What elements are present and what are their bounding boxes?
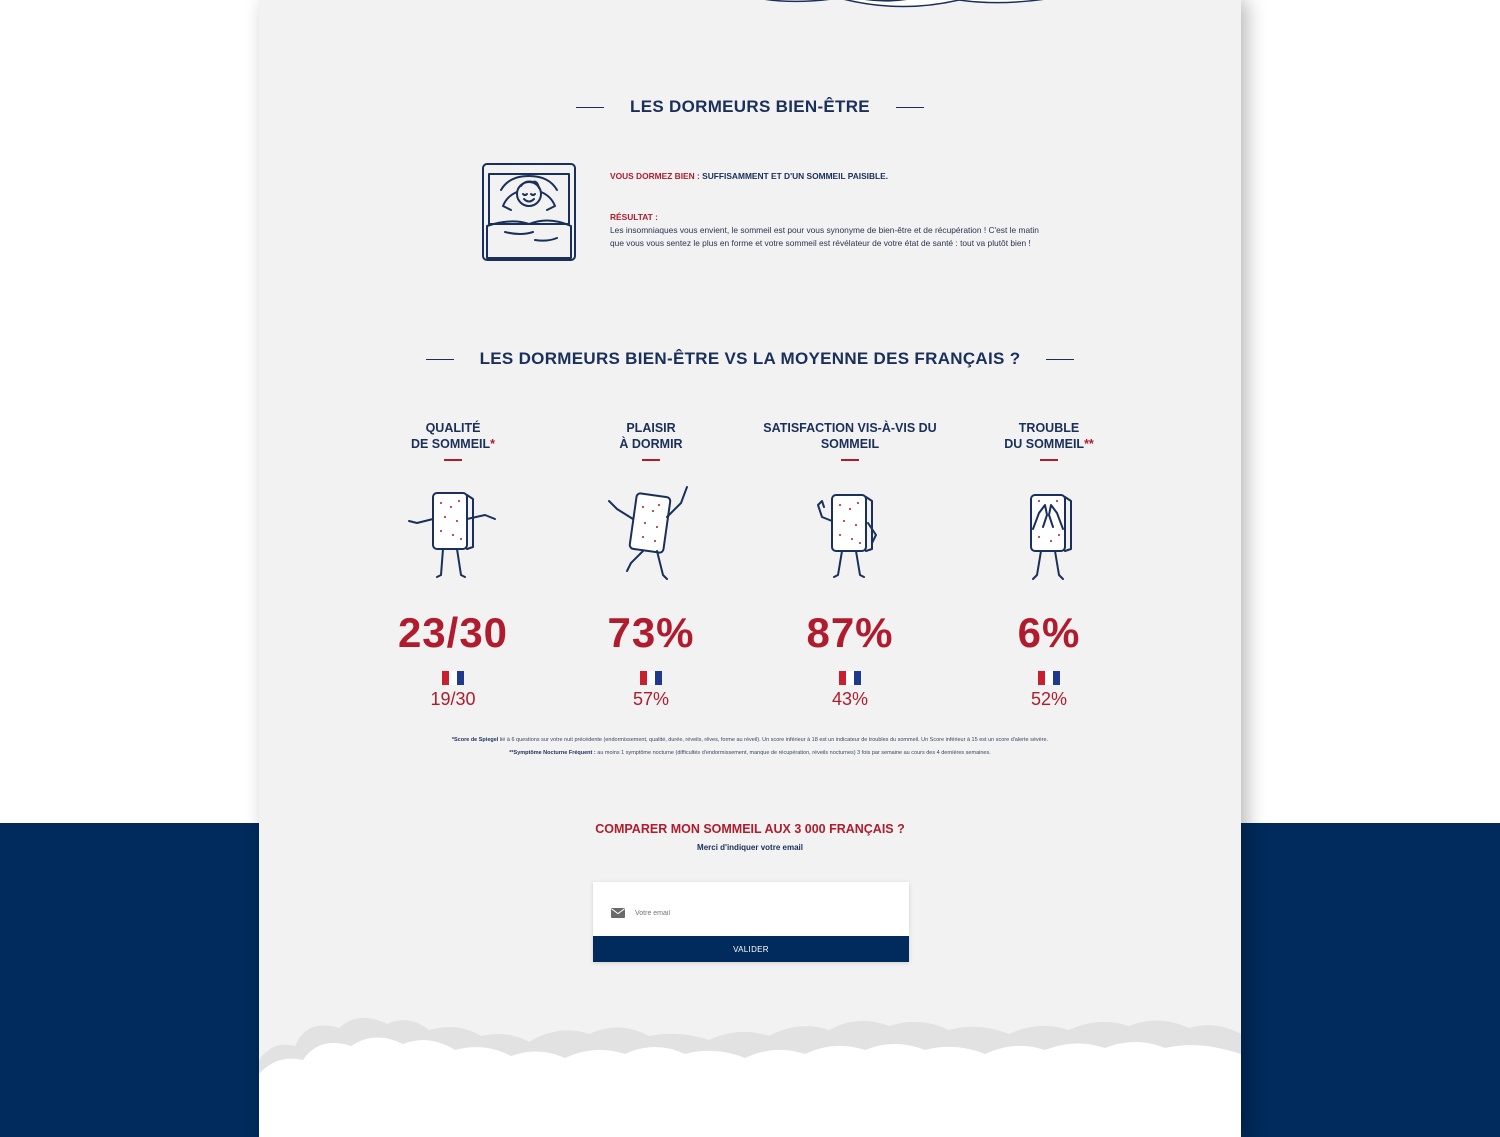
mattress-covering-face-icon [999, 483, 1099, 593]
email-field-row [593, 882, 909, 936]
footnote-1 [259, 734, 1241, 747]
french-flag-icon [839, 671, 861, 685]
title-line-left [576, 107, 604, 108]
cta-subtitle: Merci d'indiquer votre email [697, 843, 803, 852]
stat-underline [642, 459, 660, 461]
section-title-text: LES DORMEURS BIEN-ÊTRE VS LA MOYENNE DES FRANÇAIS ? [479, 349, 1021, 368]
stat-underline [444, 459, 462, 461]
cta-title: COMPARER MON SOMMEIL AUX 3 000 FRANÇAIS ? [595, 822, 905, 836]
french-flag-icon [1038, 671, 1060, 685]
title-line-right [896, 107, 924, 108]
stat-label-line-2: DE SOMMEIL [410, 437, 491, 451]
stat-label-line-1: SATISFACTION VIS-À-VIS DU [763, 421, 937, 435]
mattress-dancing-icon [601, 483, 701, 593]
stat-label-line-2: DU SOMMEIL [1004, 437, 1085, 451]
stat-value: 87% [806, 609, 894, 656]
email-form [593, 882, 909, 962]
france-average-value: 43% [831, 689, 869, 709]
stat-column-sleep-quality [358, 420, 548, 710]
mattress-thumbs-up-icon [800, 483, 900, 593]
result-label: RÉSULTAT : [610, 212, 658, 222]
email-input[interactable] [633, 903, 887, 923]
stat-column-sleep-trouble [954, 420, 1144, 710]
title-line-right [1046, 359, 1074, 360]
stat-column-sleep-satisfaction [755, 420, 945, 710]
footnote-1-label: *Score de Spiegel [451, 737, 499, 743]
footnote-mark: ** [1084, 437, 1094, 451]
stat-value: 73% [607, 609, 695, 656]
stat-label [755, 420, 945, 452]
stat-label-line-2: À DORMIR [619, 437, 683, 451]
french-flag-icon [442, 671, 464, 685]
stat-column-sleep-pleasure [556, 420, 746, 710]
profile-description [610, 170, 1040, 250]
footnote-2 [259, 747, 1241, 760]
sleeping-person-in-bed-icon [481, 162, 577, 262]
stat-underline [1040, 459, 1058, 461]
section-title-comparison [259, 349, 1241, 369]
stat-value: 23/30 [397, 609, 509, 656]
footnote-2-label: **Symptôme Nocturne Fréquent : [509, 750, 596, 756]
footnotes [259, 734, 1241, 760]
france-average-value: 57% [632, 689, 670, 709]
top-cloud-decoration [699, 0, 1139, 10]
stat-label-line-2: SOMMEIL [820, 437, 880, 451]
footnote-2-text: au moins 1 symptôme nocturne (difficultés d'endormissement, manque de récupération, réveils nocturnes) 3 fois par semaine au cours des 4 dernières semaines. [595, 750, 991, 756]
stat-label [556, 420, 746, 452]
envelope-icon [611, 908, 625, 918]
france-average-value: 19/30 [430, 689, 476, 709]
main-page-panel [259, 0, 1241, 1137]
compare-cta [259, 822, 1241, 852]
mattress-shrug-icon [403, 483, 503, 593]
stat-label-line-1: QUALITÉ [425, 421, 481, 435]
footnote-mark: * [490, 437, 496, 451]
title-line-left [426, 359, 454, 360]
section-title-wellbeing [259, 97, 1241, 117]
submit-button[interactable]: VALIDER [593, 936, 909, 962]
stat-value: 6% [1017, 609, 1081, 656]
cloud-decoration [259, 1000, 1241, 1137]
france-average-value: 52% [1030, 689, 1068, 709]
stat-label-line-1: PLAISIR [626, 421, 676, 435]
section-title-text: LES DORMEURS BIEN-ÊTRE [630, 97, 870, 116]
footnote-1-text: lié à 6 questions sur votre nuit précédente (endormissement, qualité, durée, réveils, rêves, forme au réveil). Un score inférieur à 18 est un indicateur de troubles du sommeil. Un Score inférieur à 15 est un score d'alerte sévère. [498, 737, 1049, 743]
profile-summary: SUFFISAMMENT ET D'UN SOMMEIL PAISIBLE. [702, 171, 889, 181]
result-text-line-1: Les insomniaques vous envient, le sommeil est pour vous synonyme de bien-être et de récupération ! C'est le matin [610, 225, 1039, 235]
french-flag-icon [640, 671, 662, 685]
profile-label: VOUS DORMEZ BIEN : [610, 171, 700, 181]
stat-label [954, 420, 1144, 452]
result-text-line-2: que vous vous sentez le plus en forme et votre sommeil est révélateur de votre état de santé : tout va plutôt bien ! [610, 238, 1031, 248]
stat-label-line-1: TROUBLE [1018, 421, 1080, 435]
stat-label [358, 420, 548, 452]
stat-underline [841, 459, 859, 461]
